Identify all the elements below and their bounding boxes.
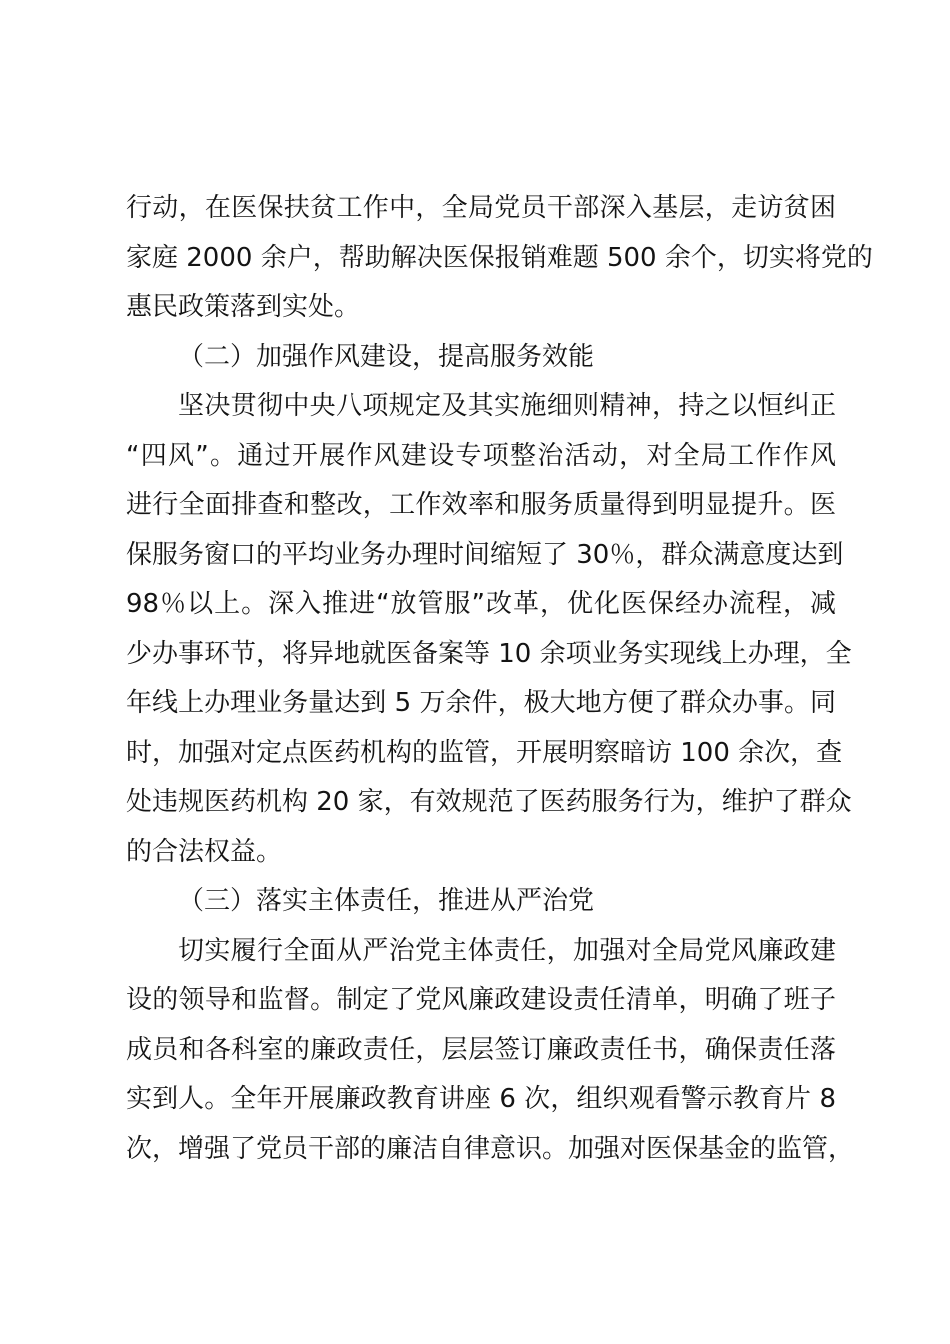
paragraph-line: 行动，在医保扶贫工作中，全局党员干部深入基层，走访贫困 bbox=[126, 193, 836, 223]
paragraph-line: 家庭 2000 余户，帮助解决医保报销难题 500 余个，切实将党的 bbox=[126, 242, 873, 273]
paragraph-line: 成员和各科室的廉政责任，层层签订廉政责任书，确保责任落 bbox=[126, 1034, 836, 1065]
paragraph-line: 切实履行全面从严治党主体责任，加强对全局党风廉政建 bbox=[178, 935, 836, 966]
paragraph-line: 实到人。全年开展廉政教育讲座 6 次，组织观看警示教育片 8 bbox=[126, 1084, 836, 1114]
paragraph-line: 的合法权益。 bbox=[126, 836, 283, 867]
section-heading: （二）加强作风建设，提高服务效能 bbox=[178, 341, 595, 372]
paragraph-line: 年线上办理业务量达到 5 万余件，极大地方便了群众办事。同 bbox=[126, 688, 836, 718]
paragraph-line: 设的领导和监督。制定了党风廉政建设责任清单，明确了班子 bbox=[126, 985, 836, 1015]
paragraph-line: 时，加强对定点医药机构的监管，开展明察暗访 100 余次，查 bbox=[126, 737, 843, 768]
paragraph-line: “四风”。通过开展作风建设专项整治活动，对全局工作作风 bbox=[126, 440, 836, 471]
paragraph-line: 惠民政策落到实处。 bbox=[126, 292, 361, 322]
paragraph-line: 坚决贯彻中央八项规定及其实施细则精神，持之以恒纠正 bbox=[178, 391, 836, 421]
paragraph-line: 处违规医药机构 20 家，有效规范了医药服务行为，维护了群众 bbox=[126, 787, 852, 817]
paragraph-line: 保服务窗口的平均业务办理时间缩短了 30％，群众满意度达到 bbox=[126, 539, 844, 570]
paragraph-line: 次，增强了党员干部的廉洁自律意识。加强对医保基金的监管， bbox=[126, 1133, 855, 1164]
paragraph-line: 进行全面排查和整改，工作效率和服务质量得到明显提升。医 bbox=[126, 490, 836, 520]
paragraph-line: 98％以上。深入推进“放管服”改革，优化医保经办流程，减 bbox=[126, 589, 836, 619]
paragraph-line: 少办事环节，将异地就医备案等 10 余项业务实现线上办理，全 bbox=[126, 638, 852, 669]
section-heading: （三）落实主体责任，推进从严治党 bbox=[178, 886, 595, 916]
document-body bbox=[126, 184, 873, 1174]
